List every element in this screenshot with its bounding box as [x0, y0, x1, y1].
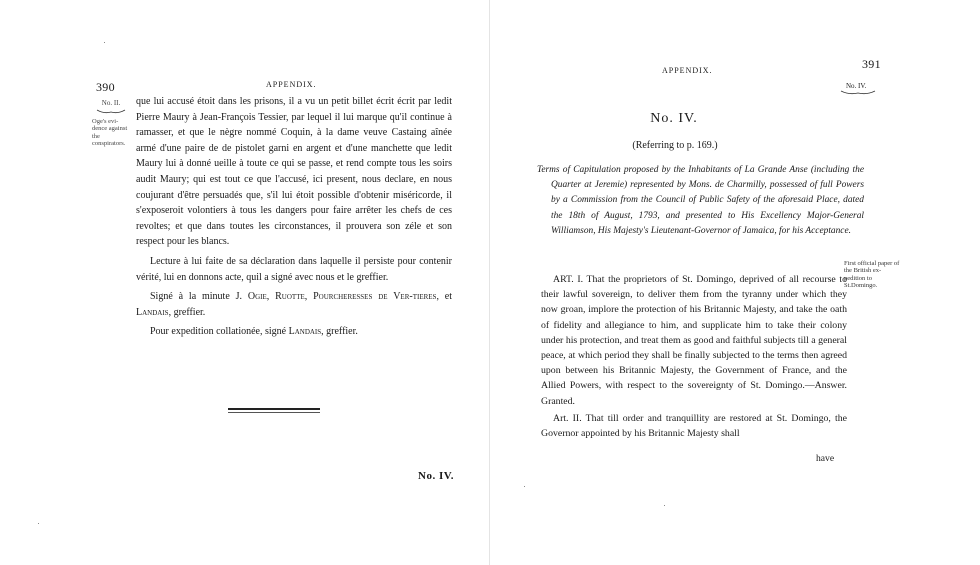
scan-speck — [524, 486, 525, 487]
curly-brace-icon — [96, 109, 126, 115]
left-paragraph-3 — [136, 289, 452, 320]
left-margin-note-text: Oge's evi-dence against the conspirators. — [92, 117, 128, 147]
signatory-separator-2: , — [304, 291, 314, 303]
section-divider — [228, 408, 320, 415]
right-running-head: APPENDIX. — [662, 66, 713, 75]
scan-speck — [104, 42, 105, 43]
scan-speck — [38, 523, 39, 524]
right-page — [490, 0, 980, 565]
signatory-separator-3: , et — [436, 291, 453, 303]
left-body-text — [136, 94, 452, 340]
section-title: No. IV. — [650, 111, 698, 126]
scan-speck — [664, 505, 665, 506]
article-1: ART. I. That the proprietors of St. Domingo, deprived of all recourse to their lawful sovereign, to deliver them from the tyranny under which they now groan, implore the protection of his Britannic Majesty, and take the oath of fidelity and allegiance to him, and supplicate him to take their colony under his protection, and treat them as good and faithful subjects till a general peace, at which period they shall be finally subjected to the terms then agreed upon between his Britannic Majesty, the Government of France, and the Allied Powers, with respect to the sovereignty of St. Domingo.—Answer. Granted. — [541, 274, 847, 407]
right-body-text — [541, 272, 847, 441]
left-margin-note — [92, 100, 130, 148]
expedition-suffix: , greffier. — [321, 326, 358, 338]
reference-note: (Referring to p. 169.) — [632, 140, 718, 151]
signatory-ogie: Ogie — [247, 291, 267, 303]
signature-prefix: Signé à la minute J. — [150, 291, 248, 303]
left-paragraph-2: Lecture à lui faite de sa déclaration dans laquelle il persiste pour contenir vérité, lui en donnons acte, quil a signé avec nous et le greffier. — [136, 255, 452, 283]
corner-section-number: No. IV. — [846, 82, 867, 90]
signatory-pourcheresses: Pourcheresses de Ver-tieres — [313, 291, 437, 303]
expedition-signatory: Landais — [288, 326, 322, 338]
left-running-head: APPENDIX. — [266, 80, 317, 89]
article-2: Art. II. That till order and tranquillity are restored at St. Domingo, the Governor appointed by his Britannic Majesty shall — [541, 412, 847, 440]
left-page-number: 390 — [96, 80, 115, 94]
capitulation-terms-heading: Terms of Capitulation proposed by the Inhabitants of La Grande Anse (including the Quarter at Jeremie) represented by Mons. de Charmilly, possessed of full Powers by a Commission from the Council of Public Safety of the aforesaid Place, dated the 18th of August, 1793, and presented to His Excellency Major-General Williamson, His Majesty's Lieutenant-Governor of Jamaica, for his Acceptance. — [537, 165, 864, 236]
curly-brace-icon — [840, 90, 876, 96]
signatory-ruotte: Ruotte — [275, 291, 305, 303]
signature-suffix: , greffier. — [168, 306, 206, 318]
catchword: have — [816, 453, 835, 464]
right-margin-note: First official paper of the British ex-pedition to St.Domingo. — [844, 260, 900, 290]
left-paragraph-1: que lui accusé étoit dans les prisons, il a vu un petit billet écrit écrit par ledit Pierre Maury à Jean-François Tessier, par lequel il lui marque qu'il continue à ramasser, et que le nègre nommé Coquin, à la dame veuve Castaing aînée armé d'une paire de de pistolet garni en argent et d'une manchette que ledit Maury lui à donné ueille à toute ce qui se passe, et rend compte tous les soirs audit Maury; qui est tout ce que l'accusé, ici present, nous declare, en nous coujurant d'être persuadés que, s'il lui étoit possible d'obtenir miséricorde, il s'exposeroit volontiers à tous les dangers pour faire arrêter les chefs de ces revoltes; et que dans toutes les circonstances, il prouvera son zéle et son respect pour les blancs. — [136, 96, 452, 248]
left-margin-note-number: No. II. — [101, 99, 121, 107]
signatory-separator-1: , — [266, 291, 276, 303]
right-page-number: 391 — [862, 57, 881, 71]
expedition-prefix: Pour expedition collationée, signé — [150, 326, 289, 338]
next-section-heading: No. IV. — [418, 470, 455, 482]
signatory-landais: Landais — [136, 306, 169, 318]
left-paragraph-4 — [136, 324, 452, 340]
